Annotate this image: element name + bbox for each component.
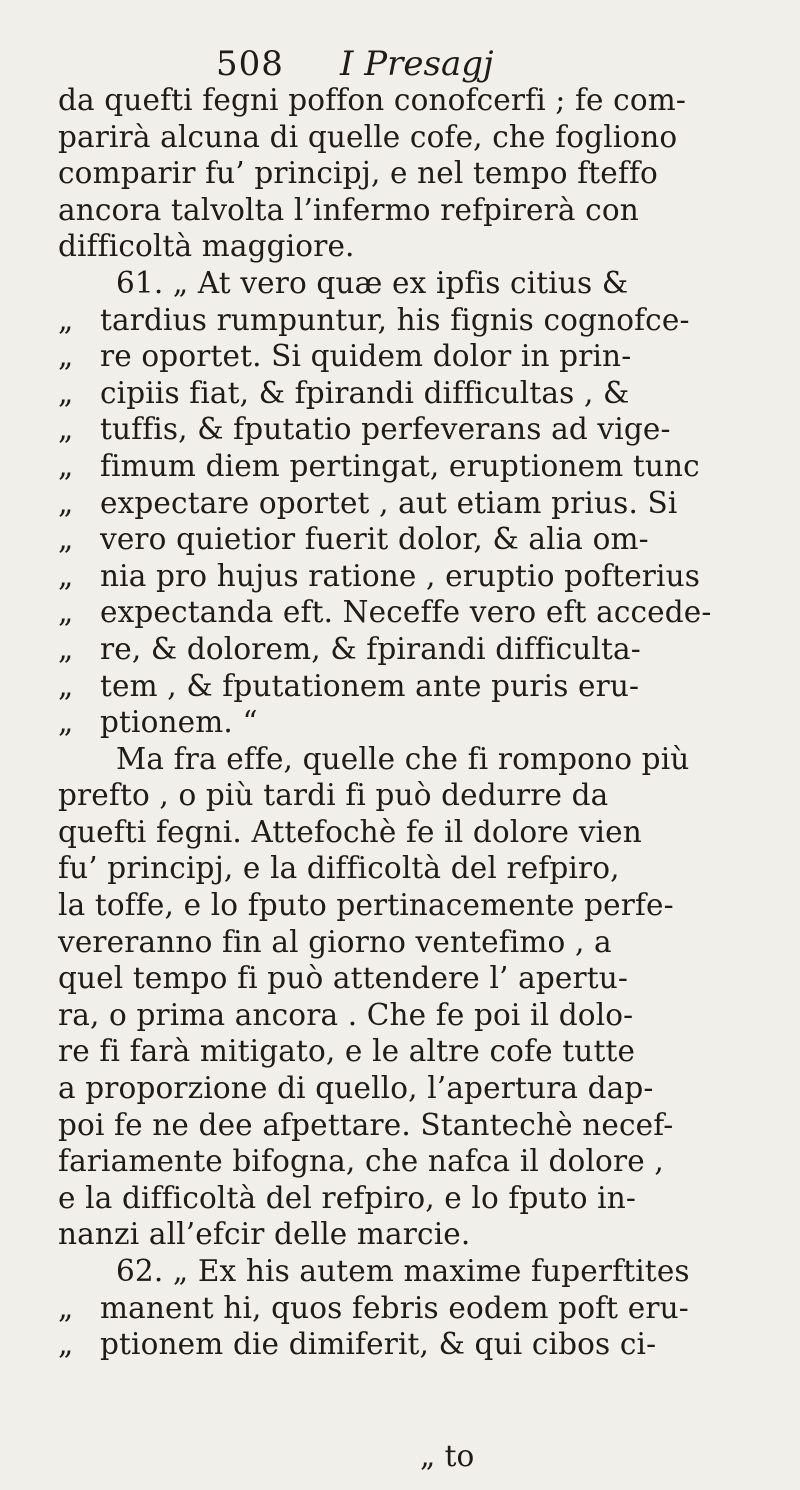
text-line — [58, 375, 778, 412]
line-text: cipiis fiat, & fpirandi difficultas , & — [100, 375, 630, 410]
quote-mark: „ — [58, 668, 74, 703]
body-text — [58, 82, 778, 1363]
text-line — [58, 668, 778, 705]
line-text: nia pro hujus ratione , eruptio pofterius — [100, 558, 701, 593]
line-text: ancora talvolta l’infermo refpirerà con — [58, 192, 639, 227]
text-line — [58, 192, 778, 229]
text-line — [58, 1107, 778, 1144]
line-text: quel tempo fi può attendere l’ apertu- — [58, 961, 628, 996]
text-line — [58, 338, 778, 375]
text-line — [58, 1143, 778, 1180]
line-text: vereranno fin al giorno ventefimo , a — [58, 924, 612, 959]
text-line — [58, 521, 778, 558]
text-line — [58, 448, 778, 485]
quote-mark: „ — [58, 1327, 74, 1362]
quote-mark: „ — [58, 705, 74, 740]
quote-mark: „ — [58, 412, 74, 447]
line-text: quefti fegni. Attefochè fe il dolore vien — [58, 814, 642, 849]
text-line — [58, 887, 778, 924]
text-line — [58, 1290, 778, 1327]
running-title: I Presagj — [340, 44, 494, 84]
line-text: la toffe, e lo fputo pertinacemente perfe- — [58, 888, 674, 923]
catchword: „ to — [420, 1439, 475, 1473]
line-text: da quefti fegni poffon conofcerfi ; fe com- — [58, 83, 686, 117]
quote-mark: „ — [58, 558, 74, 593]
text-line — [58, 960, 778, 997]
line-text: tem , & fputationem ante puris eru- — [100, 668, 640, 703]
line-text: Ma fra effe, quelle che fi rompono più — [116, 741, 690, 776]
text-line — [58, 704, 778, 741]
line-text: 61. „ At vero quæ ex ipfis citius & — [116, 265, 629, 300]
line-text: expectanda eft. Neceffe vero eft accede- — [100, 595, 712, 630]
text-line — [58, 265, 778, 302]
line-text: 62. „ Ex his autem maxime fuperftites — [116, 1254, 690, 1288]
line-text: fimum diem pertingat, eruptionem tunc — [100, 448, 700, 483]
line-text: fariamente bifogna, che nafca il dolore , — [58, 1144, 664, 1179]
quote-mark: „ — [58, 1290, 74, 1325]
text-line — [58, 302, 778, 339]
text-line — [58, 924, 778, 961]
line-text: poi fe ne dee afpettare. Stantechè necef- — [58, 1107, 674, 1142]
text-line — [58, 1033, 778, 1070]
text-line — [58, 777, 778, 814]
text-line — [58, 594, 778, 631]
text-line — [58, 119, 778, 156]
text-line — [58, 1326, 778, 1363]
text-line — [58, 1253, 778, 1290]
quote-mark: „ — [58, 339, 74, 374]
quote-mark: „ — [58, 375, 74, 410]
line-text: tardius rumpuntur, his fignis cognofce- — [100, 302, 690, 337]
quote-mark: „ — [58, 522, 74, 557]
line-text: ra, o prima ancora . Che fe poi il dolo- — [58, 997, 634, 1032]
line-text: a proporzione di quello, l’apertura dap- — [58, 1071, 654, 1106]
page-number: 508 — [216, 44, 284, 84]
text-line — [58, 850, 778, 887]
line-text: comparir fu’ principj, e nel tempo fteffo — [58, 156, 658, 191]
text-line — [58, 411, 778, 448]
text-line — [58, 1070, 778, 1107]
text-line — [58, 631, 778, 668]
text-line — [58, 997, 778, 1034]
text-line — [58, 741, 778, 778]
page-header — [0, 42, 800, 86]
line-text: prefto , o più tardi fi può dedurre da — [58, 778, 609, 813]
line-text: ptionem. “ — [100, 705, 258, 740]
line-text: e la difficoltà del refpiro, e lo fputo in- — [58, 1180, 636, 1215]
line-text: vero quietior fuerit dolor, & alia om- — [100, 522, 649, 557]
quote-mark: „ — [58, 595, 74, 630]
text-line — [58, 82, 778, 119]
line-text: re, & dolorem, & fpirandi difficulta- — [100, 631, 641, 666]
text-line — [58, 228, 778, 265]
line-text: tuffis, & fputatio perfeverans ad vige- — [100, 412, 671, 447]
line-text: re fi farà mitigato, e le altre cofe tutte — [58, 1034, 636, 1069]
line-text: expectare oportet , aut etiam prius. Si — [100, 485, 678, 520]
line-text: ptionem die dimiferit, & qui cibos ci- — [100, 1327, 657, 1362]
text-line — [58, 155, 778, 192]
text-line — [58, 558, 778, 595]
quote-mark: „ — [58, 631, 74, 666]
text-line — [58, 1216, 778, 1253]
quote-mark: „ — [58, 302, 74, 337]
line-text: manent hi, quos febris eodem poft eru- — [100, 1290, 689, 1325]
quote-mark: „ — [58, 448, 74, 483]
text-line — [58, 1180, 778, 1217]
line-text: nanzi all’efcir delle marcie. — [58, 1217, 471, 1252]
text-line — [58, 485, 778, 522]
line-text: re oportet. Si quidem dolor in prin- — [100, 339, 632, 374]
line-text: difficoltà maggiore. — [58, 229, 355, 264]
quote-mark: „ — [58, 485, 74, 520]
line-text: fu’ principj, e la difficoltà del refpiro, — [58, 851, 620, 886]
text-line — [58, 814, 778, 851]
line-text: parirà alcuna di quelle cofe, che fogliono — [58, 119, 678, 154]
